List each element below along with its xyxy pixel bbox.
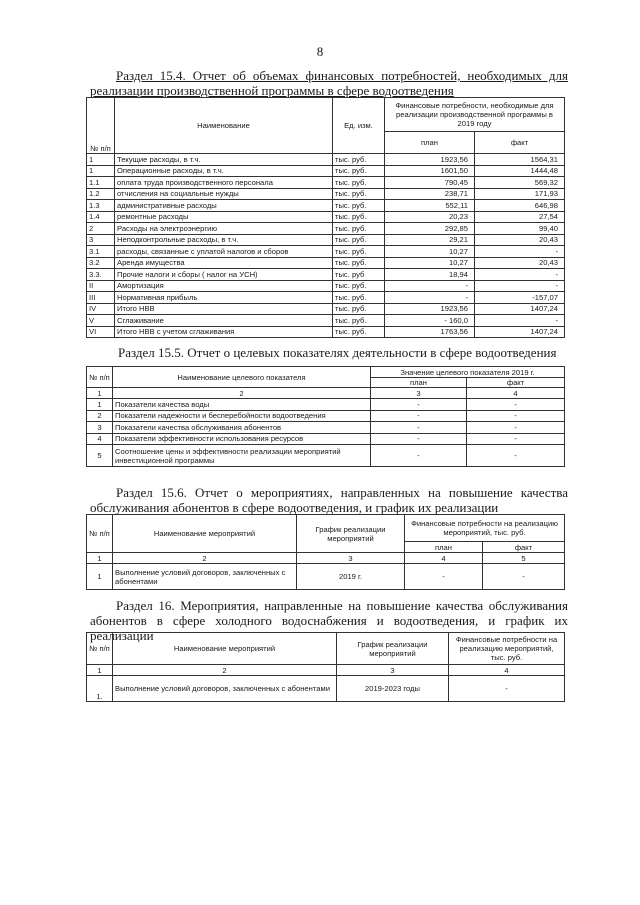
row-plan: 1923,56 xyxy=(385,303,475,315)
row-plan: - xyxy=(371,410,467,422)
table-15-6 xyxy=(86,514,565,590)
header-fact: факт xyxy=(475,132,565,154)
row-fact: 646,98 xyxy=(475,200,565,212)
row-plan: - xyxy=(385,292,475,304)
row-name: Итого НВВ xyxy=(115,303,333,315)
row-plan: - xyxy=(371,399,467,411)
row-number: II xyxy=(87,280,115,292)
row-fact: - xyxy=(467,433,565,445)
column-number: 4 xyxy=(405,553,483,564)
row-number: 5 xyxy=(87,445,113,467)
header-measure-name: Наименование мероприятий xyxy=(113,515,297,553)
row-unit: тыс. руб. xyxy=(333,257,385,269)
row-fact: - xyxy=(467,445,565,467)
table-row xyxy=(87,422,565,434)
row-name: Соотношение цены и эффективности реализации мероприятий инвестиционной программы xyxy=(113,445,371,467)
column-number: 2 xyxy=(113,665,337,676)
header-unit: Ед. изм. xyxy=(333,98,385,154)
row-unit: тыс. руб. xyxy=(333,303,385,315)
row-plan: 790,45 xyxy=(385,177,475,189)
row-plan: 20,23 xyxy=(385,211,475,223)
row-name: административные расходы xyxy=(115,200,333,212)
row-name: ремонтные расходы xyxy=(115,211,333,223)
row-fact: 569,32 xyxy=(475,177,565,189)
row-number: 1.4 xyxy=(87,211,115,223)
row-fact: -157,07 xyxy=(475,292,565,304)
header-plan: план xyxy=(405,542,483,553)
row-fact: 20,43 xyxy=(475,257,565,269)
row-unit: тыс. руб xyxy=(333,269,385,281)
column-number: 2 xyxy=(113,388,371,399)
row-name: оплата труда производственного персонала xyxy=(115,177,333,189)
row-unit: тыс. руб. xyxy=(333,223,385,235)
table-row xyxy=(87,223,565,235)
row-number: 4 xyxy=(87,433,113,445)
row-name: расходы, связанные с уплатой налогов и сборов xyxy=(115,246,333,258)
table-row xyxy=(87,165,565,177)
row-fact: 99,40 xyxy=(475,223,565,235)
row-fact: 27,54 xyxy=(475,211,565,223)
table-row xyxy=(87,410,565,422)
header-financial-needs: Финансовые потребности на реализацию мероприятий, тыс. руб. xyxy=(405,515,565,542)
row-unit: тыс. руб. xyxy=(333,188,385,200)
table-row xyxy=(87,326,565,338)
row-number: 3 xyxy=(87,422,113,434)
header-plan: план xyxy=(385,132,475,154)
row-plan: 238,71 xyxy=(385,188,475,200)
table-row xyxy=(87,292,565,304)
table-15-4 xyxy=(86,97,565,338)
row-number: 1 xyxy=(87,154,115,166)
row-fact: 1444,48 xyxy=(475,165,565,177)
row-plan: - xyxy=(371,433,467,445)
row-unit: тыс. руб. xyxy=(333,177,385,189)
row-number: 2 xyxy=(87,410,113,422)
row-name: Неподконтрольные расходы, в т.ч. xyxy=(115,234,333,246)
section-15-4-title: Раздел 15.4. Отчет об объемах финансовых потребностей, необходимых для реализации производственной программы в сфере водоотведения xyxy=(90,68,568,98)
row-name: Аренда имущества xyxy=(115,257,333,269)
row-fact: 1407,24 xyxy=(475,326,565,338)
row-fact: - xyxy=(475,315,565,327)
table-row xyxy=(87,154,565,166)
row-number: IV xyxy=(87,303,115,315)
row-schedule: 2019-2023 годы xyxy=(337,676,449,702)
row-plan: - xyxy=(371,445,467,467)
header-schedule: График реализации мероприятий xyxy=(297,515,405,553)
column-number: 3 xyxy=(371,388,467,399)
row-plan: 10,27 xyxy=(385,246,475,258)
row-fact: - xyxy=(475,246,565,258)
table-row xyxy=(87,246,565,258)
table-row xyxy=(87,200,565,212)
row-unit: тыс. руб. xyxy=(333,154,385,166)
row-fact: - xyxy=(467,422,565,434)
table-row xyxy=(87,211,565,223)
row-name: Итого НВВ с учетом сглаживания xyxy=(115,326,333,338)
table-row xyxy=(87,177,565,189)
column-number: 5 xyxy=(483,553,565,564)
column-number: 3 xyxy=(337,665,449,676)
row-number: VI xyxy=(87,326,115,338)
row-plan: - xyxy=(371,422,467,434)
row-name: отчисления на социальные нужды xyxy=(115,188,333,200)
row-name: Прочие налоги и сборы ( налог на УСН) xyxy=(115,269,333,281)
table-16 xyxy=(86,632,565,702)
row-number: 1.2 xyxy=(87,188,115,200)
section-16-title: Раздел 16. Мероприятия, направленные на повышение качества обслуживания абонентов в сфере холодного водоснабжения и водоотведения, и график их реализации xyxy=(90,598,568,643)
row-fact: 20,43 xyxy=(475,234,565,246)
header-measure-name: Наименование мероприятий xyxy=(113,633,337,665)
row-unit: тыс. руб. xyxy=(333,280,385,292)
column-number: 1 xyxy=(87,553,113,564)
header-financial-needs: Финансовые потребности на реализацию мероприятий, тыс. руб. xyxy=(449,633,565,665)
row-fact: - xyxy=(483,564,565,590)
row-unit: тыс. руб. xyxy=(333,292,385,304)
row-fact: 1407,24 xyxy=(475,303,565,315)
row-number: 3.3. xyxy=(87,269,115,281)
row-unit: тыс. руб. xyxy=(333,165,385,177)
table-row xyxy=(87,303,565,315)
header-indicator-value: Значение целевого показателя 2019 г. xyxy=(371,367,565,378)
row-number: 3.1 xyxy=(87,246,115,258)
row-fact: 171,93 xyxy=(475,188,565,200)
section-15-5-title: Раздел 15.5. Отчет о целевых показателях деятельности в сфере водоотведения xyxy=(118,345,557,360)
table-row xyxy=(87,188,565,200)
row-plan: 1923,56 xyxy=(385,154,475,166)
row-plan: - xyxy=(405,564,483,590)
row-number: 1 xyxy=(87,165,115,177)
section-15-6-title: Раздел 15.6. Отчет о мероприятиях, направленных на повышение качества обслуживания абонентов в сфере водоотведения, и график их реализации xyxy=(90,485,568,515)
row-unit: тыс. руб. xyxy=(333,211,385,223)
row-plan: 18,94 xyxy=(385,269,475,281)
header-num: № п/п xyxy=(87,367,113,388)
row-name: Расходы на электроэнергию xyxy=(115,223,333,235)
row-name: Выполнение условий договоров, заключенных с абонентами xyxy=(113,676,337,702)
row-name: Нормативная прибыль xyxy=(115,292,333,304)
row-unit: тыс. руб. xyxy=(333,326,385,338)
table-row xyxy=(87,433,565,445)
header-name: Наименование xyxy=(115,98,333,154)
table-row xyxy=(87,269,565,281)
header-num: № п/п xyxy=(87,633,113,665)
row-fact: - xyxy=(475,269,565,281)
header-plan: план xyxy=(371,378,467,388)
column-number: 4 xyxy=(467,388,565,399)
row-plan: 1601,50 xyxy=(385,165,475,177)
row-unit: тыс. руб. xyxy=(333,200,385,212)
row-number: 1.3 xyxy=(87,200,115,212)
row-number: III xyxy=(87,292,115,304)
table-row xyxy=(87,234,565,246)
row-number: 1. xyxy=(87,676,113,702)
header-num: № п/п xyxy=(87,515,113,553)
row-fact: - xyxy=(467,410,565,422)
row-unit: тыс. руб. xyxy=(333,234,385,246)
row-number: 2 xyxy=(87,223,115,235)
row-fact: - xyxy=(475,280,565,292)
table-row xyxy=(87,564,565,590)
row-plan: - 160,0 xyxy=(385,315,475,327)
table-row xyxy=(87,257,565,269)
row-name: Сглаживание xyxy=(115,315,333,327)
row-number: 3 xyxy=(87,234,115,246)
row-name: Текущие расходы, в т.ч. xyxy=(115,154,333,166)
table-row xyxy=(87,676,565,702)
row-unit: тыс. руб. xyxy=(333,246,385,258)
row-unit: тыс. руб. xyxy=(333,315,385,327)
column-number: 3 xyxy=(297,553,405,564)
row-name: Операционные расходы, в т.ч. xyxy=(115,165,333,177)
table-row xyxy=(87,280,565,292)
row-number: 1 xyxy=(87,564,113,590)
row-name: Показатели качества воды xyxy=(113,399,371,411)
row-name: Выполнение условий договоров, заключенных с абонентами xyxy=(113,564,297,590)
header-num: № п/п xyxy=(87,98,115,154)
column-number: 1 xyxy=(87,388,113,399)
row-fact: - xyxy=(467,399,565,411)
row-number: 3.2 xyxy=(87,257,115,269)
row-name: Показатели качества обслуживания абонентов xyxy=(113,422,371,434)
header-fact: факт xyxy=(483,542,565,553)
table-row xyxy=(87,445,565,467)
column-number: 2 xyxy=(113,553,297,564)
row-plan: 1763,56 xyxy=(385,326,475,338)
row-name: Показатели эффективности использования ресурсов xyxy=(113,433,371,445)
page-number: 8 xyxy=(316,44,324,59)
row-number: 1 xyxy=(87,399,113,411)
header-financial-needs: Финансовые потребности, необходимые для реализации производственной программы в 2019 году xyxy=(385,98,565,132)
row-fact: 1564,31 xyxy=(475,154,565,166)
row-plan: 10,27 xyxy=(385,257,475,269)
header-schedule: График реализации мероприятий xyxy=(337,633,449,665)
table-15-5 xyxy=(86,366,565,467)
row-name: Показатели надежности и бесперебойности водоотведения xyxy=(113,410,371,422)
row-plan: 552,11 xyxy=(385,200,475,212)
row-schedule: 2019 г. xyxy=(297,564,405,590)
header-fact: факт xyxy=(467,378,565,388)
row-financial-needs: - xyxy=(449,676,565,702)
row-number: V xyxy=(87,315,115,327)
table-row xyxy=(87,315,565,327)
row-name: Амортизация xyxy=(115,280,333,292)
row-plan: 292,85 xyxy=(385,223,475,235)
column-number: 1 xyxy=(87,665,113,676)
table-row xyxy=(87,399,565,411)
row-plan: 29,21 xyxy=(385,234,475,246)
column-number: 4 xyxy=(449,665,565,676)
row-plan: - xyxy=(385,280,475,292)
header-indicator-name: Наименование целевого показателя xyxy=(113,367,371,388)
row-number: 1.1 xyxy=(87,177,115,189)
